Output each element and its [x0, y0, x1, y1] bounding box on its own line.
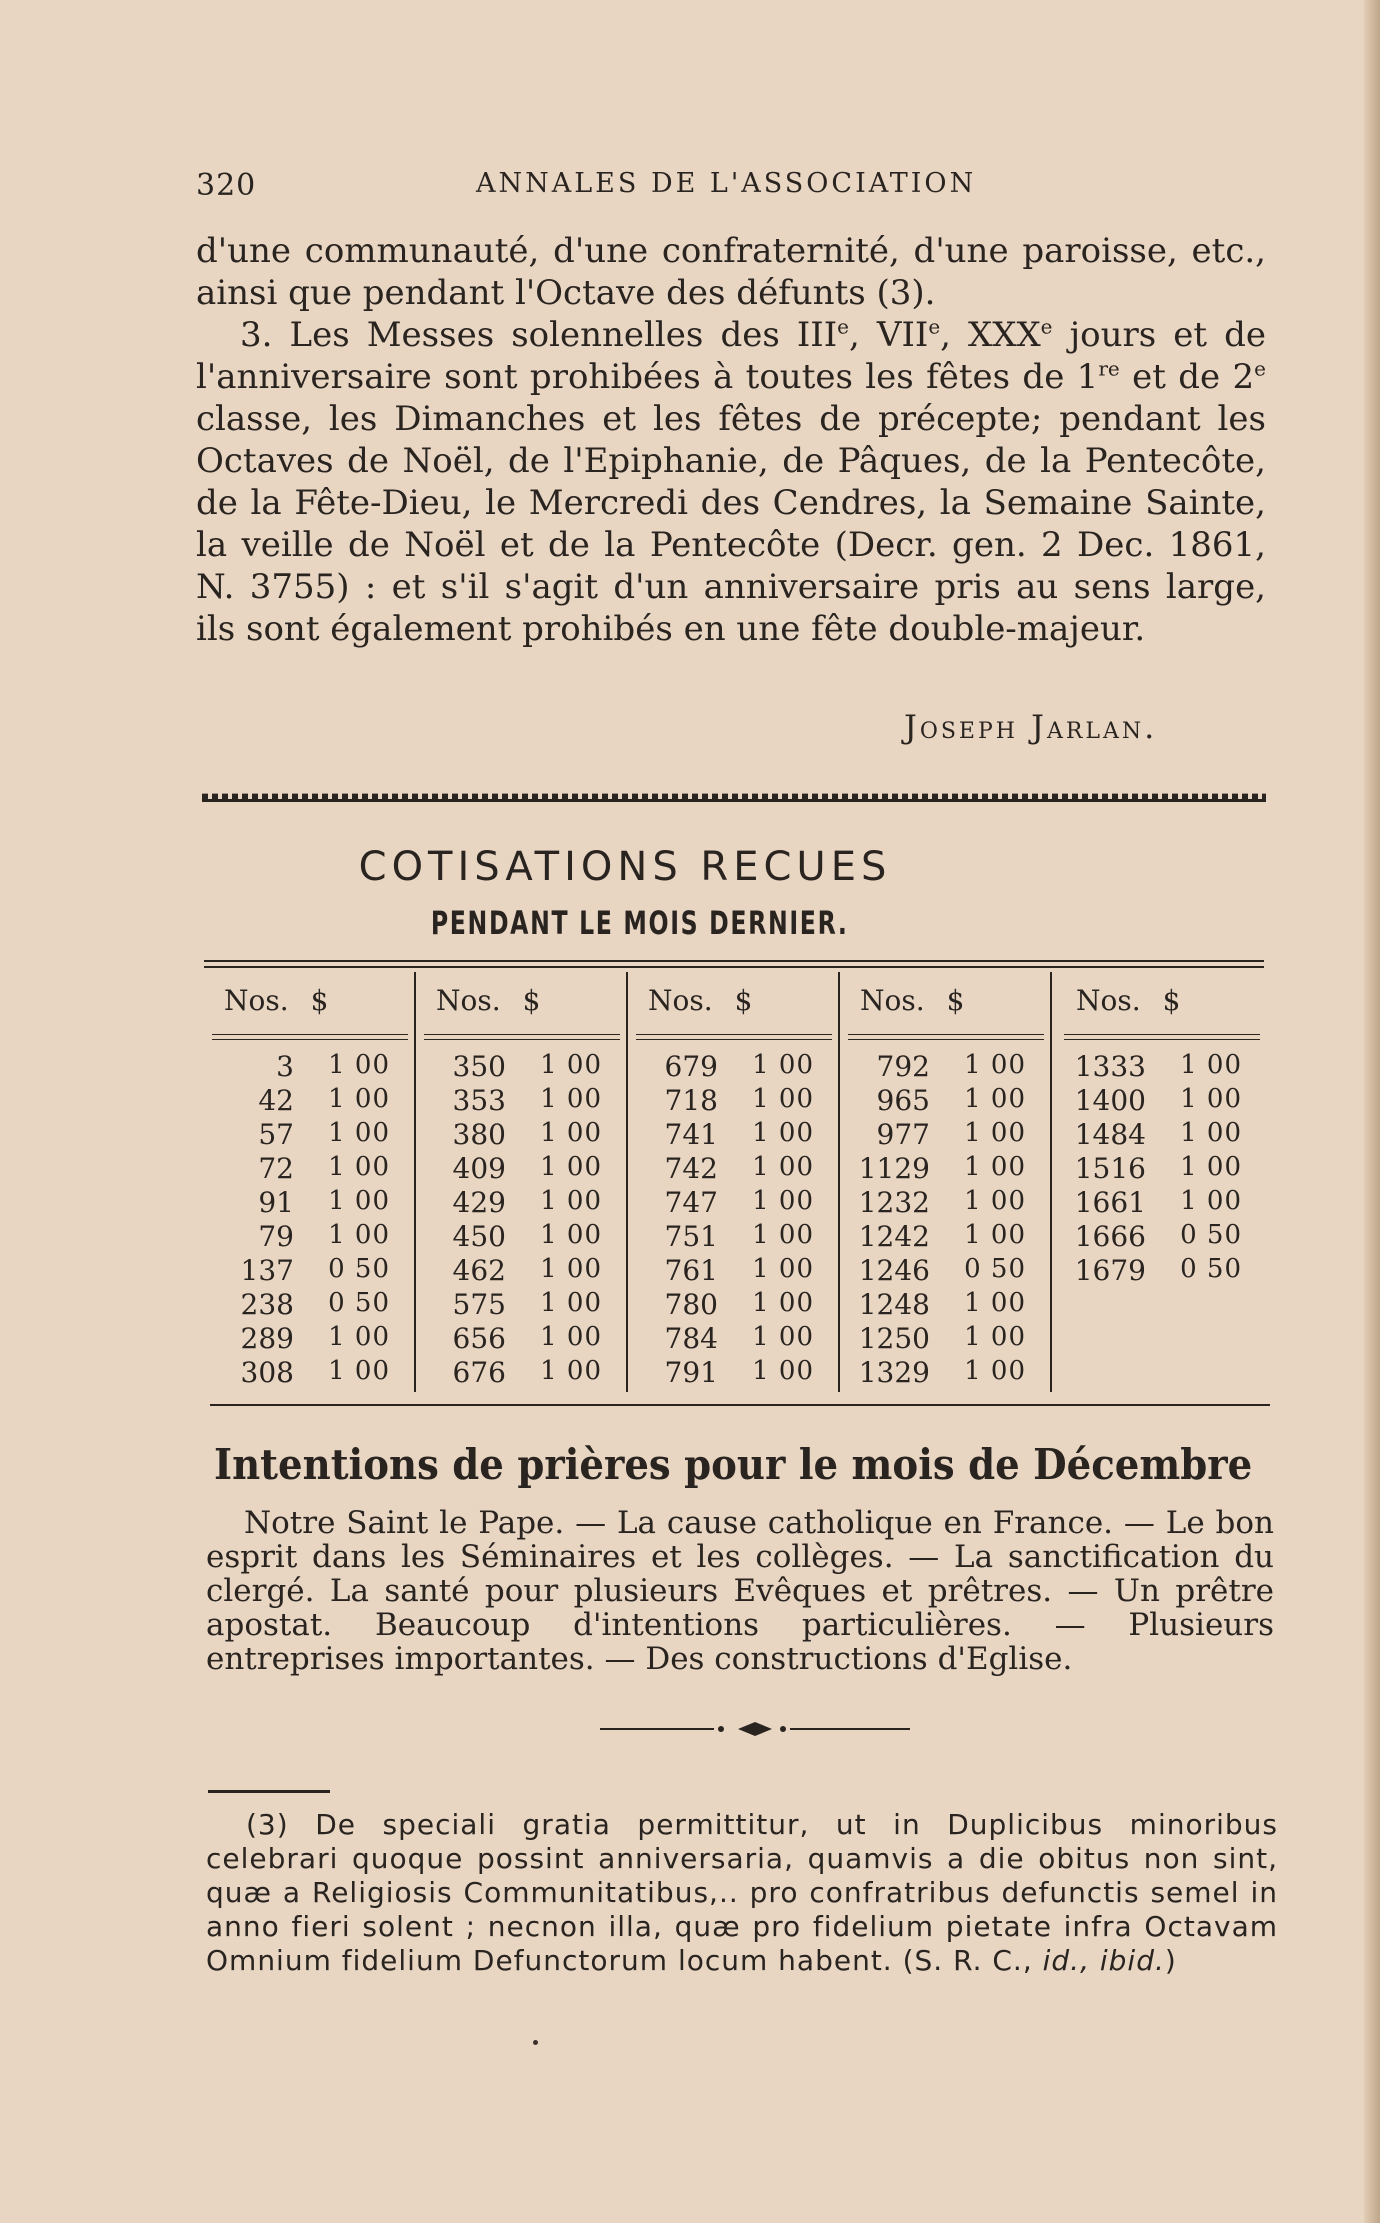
table-column — [416, 972, 628, 1402]
table-row — [204, 1288, 404, 1322]
member-number: 1400 — [1074, 1084, 1146, 1117]
table-column — [1056, 972, 1268, 1402]
header-rule — [424, 1034, 620, 1040]
member-number: 289 — [240, 1322, 294, 1355]
member-number: 1484 — [1074, 1118, 1146, 1151]
member-number: 308 — [240, 1356, 294, 1389]
amount: 1 00 — [964, 1152, 1026, 1182]
table-row — [204, 1186, 404, 1220]
amount: 1 00 — [540, 1356, 602, 1386]
header-nos: Nos. — [860, 984, 925, 1017]
member-number: 1333 — [1074, 1050, 1146, 1083]
amount: 1 00 — [328, 1186, 390, 1216]
table-row — [628, 1186, 828, 1220]
amount: 1 00 — [328, 1118, 390, 1148]
member-number: 137 — [240, 1254, 294, 1287]
fleuron-dot — [718, 1726, 724, 1732]
member-number: 977 — [876, 1118, 930, 1151]
column-header — [1076, 984, 1180, 1017]
cotisations-table — [204, 972, 1268, 1402]
amount: 1 00 — [328, 1356, 390, 1386]
member-number: 761 — [664, 1254, 718, 1287]
body-text — [196, 230, 1266, 650]
member-number: 350 — [452, 1050, 506, 1083]
member-number: 57 — [258, 1118, 294, 1151]
member-number: 3 — [276, 1050, 294, 1083]
intentions-title: Intentions de prières pour le mois de Décembre — [214, 1440, 1253, 1489]
member-number: 1661 — [1074, 1186, 1146, 1219]
amount: 0 50 — [328, 1254, 390, 1284]
table-row — [840, 1254, 1040, 1288]
amount: 1 00 — [328, 1084, 390, 1114]
member-number: 462 — [452, 1254, 506, 1287]
table-row — [840, 1152, 1040, 1186]
ornamental-rule — [202, 790, 1266, 802]
page-number: 320 — [196, 168, 257, 203]
column-rows — [1056, 1050, 1256, 1288]
amount: 1 00 — [1180, 1084, 1242, 1114]
table-row — [204, 1050, 404, 1084]
amount: 1 00 — [752, 1186, 814, 1216]
table-row — [628, 1288, 828, 1322]
member-number: 429 — [452, 1186, 506, 1219]
table-row — [1056, 1118, 1256, 1152]
column-rows — [416, 1050, 616, 1390]
amount: 1 00 — [964, 1084, 1026, 1114]
member-number: 409 — [452, 1152, 506, 1185]
table-row — [628, 1152, 828, 1186]
paragraph-2: 3. Les Messes solennelles des IIIe, VIIe, XXXe jours et de l'anniversaire sont prohibées à toutes les fêtes de 1re et de 2e classe, les Dimanches et les fêtes de précepte; pendant les Octaves de Noël, de l'Epiphanie, de Pâques, de la Pentecôte, de la Fête-Dieu, le Mercredi des Cendres, la Semaine Sainte, la veille de Noël et de la Pentecôte (Decr. gen. 2 Dec. 1861, N. 3755) : et s'il s'agit d'un anniversaire pris au sens large, ils sont également prohibés en une fête double-majeur. — [196, 314, 1267, 649]
table-row — [628, 1220, 828, 1254]
amount: 1 00 — [964, 1050, 1026, 1080]
table-row — [1056, 1220, 1256, 1254]
table-row — [628, 1322, 828, 1356]
member-number: 1232 — [858, 1186, 930, 1219]
table-row — [416, 1186, 616, 1220]
column-header — [224, 984, 328, 1017]
print-speck — [533, 2040, 538, 2045]
member-number: 353 — [452, 1084, 506, 1117]
table-row — [204, 1254, 404, 1288]
amount: 1 00 — [752, 1084, 814, 1114]
member-number: 791 — [664, 1356, 718, 1389]
footnote-rule — [208, 1790, 330, 1793]
header-dollar: $ — [1162, 984, 1181, 1017]
column-separator — [1050, 972, 1052, 1392]
header-rule — [1064, 1034, 1260, 1040]
table-row — [840, 1118, 1040, 1152]
amount: 1 00 — [540, 1322, 602, 1352]
member-number: 792 — [876, 1050, 930, 1083]
amount: 1 00 — [540, 1186, 602, 1216]
amount: 1 00 — [964, 1288, 1026, 1318]
member-number: 1666 — [1074, 1220, 1146, 1253]
amount: 0 50 — [1180, 1220, 1242, 1250]
amount: 1 00 — [540, 1288, 602, 1318]
header-nos: Nos. — [436, 984, 501, 1017]
table-column — [840, 972, 1052, 1402]
table-row — [204, 1356, 404, 1390]
table-column — [204, 972, 416, 1402]
table-row — [840, 1322, 1040, 1356]
fleuron-dot — [780, 1726, 786, 1732]
amount: 0 50 — [964, 1254, 1026, 1284]
page-edge — [1364, 0, 1380, 2223]
member-number: 1679 — [1074, 1254, 1146, 1287]
table-column — [628, 972, 840, 1402]
table-row — [840, 1288, 1040, 1322]
table-row — [416, 1118, 616, 1152]
amount: 1 00 — [752, 1356, 814, 1386]
member-number: 450 — [452, 1220, 506, 1253]
amount: 1 00 — [752, 1050, 814, 1080]
table-row — [1056, 1084, 1256, 1118]
table-row — [204, 1084, 404, 1118]
running-title: ANNALES DE L'ASSOCIATION — [476, 168, 977, 199]
amount: 1 00 — [1180, 1186, 1242, 1216]
table-row — [416, 1050, 616, 1084]
amount: 1 00 — [540, 1118, 602, 1148]
table-row — [628, 1356, 828, 1390]
member-number: 718 — [664, 1084, 718, 1117]
member-number: 656 — [452, 1322, 506, 1355]
cotisations-title: COTISATIONS RECUES — [358, 844, 892, 890]
header-nos: Nos. — [648, 984, 713, 1017]
table-row — [840, 1186, 1040, 1220]
amount: 1 00 — [1180, 1152, 1242, 1182]
amount: 1 00 — [328, 1050, 390, 1080]
amount: 1 00 — [752, 1220, 814, 1250]
member-number: 751 — [664, 1220, 718, 1253]
header-rule — [212, 1034, 408, 1040]
header-rule — [636, 1034, 832, 1040]
amount: 1 00 — [328, 1220, 390, 1250]
amount: 1 00 — [752, 1322, 814, 1352]
table-row — [416, 1322, 616, 1356]
table-row — [416, 1084, 616, 1118]
member-number: 72 — [258, 1152, 294, 1185]
header-nos: Nos. — [224, 984, 289, 1017]
table-row — [840, 1220, 1040, 1254]
table-row — [1056, 1050, 1256, 1084]
member-number: 238 — [240, 1288, 294, 1321]
table-row — [1056, 1152, 1256, 1186]
table-row — [416, 1152, 616, 1186]
fleuron-line-right — [790, 1728, 910, 1730]
member-number: 1329 — [858, 1356, 930, 1389]
table-row — [628, 1084, 828, 1118]
member-number: 1248 — [858, 1288, 930, 1321]
fleuron-divider — [600, 1722, 910, 1736]
amount: 1 00 — [1180, 1118, 1242, 1148]
member-number: 79 — [258, 1220, 294, 1253]
member-number: 575 — [452, 1288, 506, 1321]
member-number: 42 — [258, 1084, 294, 1117]
member-number: 380 — [452, 1118, 506, 1151]
signature: Joseph Jarlan. — [904, 708, 1158, 746]
column-header — [860, 984, 964, 1017]
intentions-text: Notre Saint le Pape. — La cause catholique en France. — Le bon esprit dans les Séminaires et les collèges. — La sanctification du clergé. La santé pour plusieurs Evêques et prêtres. — Un prêtre apostat. Beaucoup d'intentions particulières. — Plusieurs entreprises importantes. — Des constructions d'Eglise. — [206, 1505, 1274, 1677]
table-row — [628, 1050, 828, 1084]
table-row — [628, 1254, 828, 1288]
column-header — [648, 984, 752, 1017]
amount: 0 50 — [328, 1288, 390, 1318]
amount: 0 50 — [1180, 1254, 1242, 1284]
amount: 1 00 — [540, 1050, 602, 1080]
header-nos: Nos. — [1076, 984, 1141, 1017]
member-number: 1246 — [858, 1254, 930, 1287]
amount: 1 00 — [328, 1152, 390, 1182]
table-row — [204, 1118, 404, 1152]
member-number: 780 — [664, 1288, 718, 1321]
paragraph-1: d'une communauté, d'une confraternité, d'une paroisse, etc., ainsi que pendant l'Octave des défunts (3). — [196, 231, 1266, 313]
amount: 1 00 — [964, 1186, 1026, 1216]
running-header — [196, 168, 1266, 208]
table-row — [416, 1254, 616, 1288]
header-dollar: $ — [522, 984, 541, 1017]
column-rows — [628, 1050, 828, 1390]
member-number: 784 — [664, 1322, 718, 1355]
amount: 1 00 — [540, 1254, 602, 1284]
amount: 1 00 — [752, 1254, 814, 1284]
amount: 1 00 — [540, 1220, 602, 1250]
table-row — [416, 1356, 616, 1390]
member-number: 1129 — [858, 1152, 930, 1185]
cotisations-subtitle: PENDANT LE MOIS DERNIER. — [431, 904, 849, 942]
header-dollar: $ — [310, 984, 329, 1017]
amount: 1 00 — [964, 1356, 1026, 1386]
table-bottom-rule — [210, 1404, 1270, 1406]
header-dollar: $ — [734, 984, 753, 1017]
member-number: 1516 — [1074, 1152, 1146, 1185]
amount: 1 00 — [964, 1220, 1026, 1250]
fleuron-line-left — [600, 1728, 714, 1730]
table-row — [1056, 1186, 1256, 1220]
amount: 1 00 — [752, 1288, 814, 1318]
footnote: (3) De speciali gratia permittitur, ut in Duplicibus minoribus celebrari quoque possint anniversaria, quamvis a die obitus non sint, quæ a Religiosis Communitatibus,.. pro confratribus defunctis semel in anno fieri solent ; necnon illa, quæ pro fidelium pietate infra Octavam Omnium fidelium Defunctorum locum habent. (S. R. C., id., ibid.) — [206, 1808, 1278, 1977]
amount: 1 00 — [1180, 1050, 1242, 1080]
amount: 1 00 — [540, 1084, 602, 1114]
member-number: 747 — [664, 1186, 718, 1219]
table-row — [840, 1084, 1040, 1118]
amount: 1 00 — [752, 1118, 814, 1148]
amount: 1 00 — [964, 1322, 1026, 1352]
member-number: 965 — [876, 1084, 930, 1117]
member-number: 91 — [258, 1186, 294, 1219]
fleuron-diamond — [738, 1722, 772, 1736]
member-number: 679 — [664, 1050, 718, 1083]
amount: 1 00 — [540, 1152, 602, 1182]
header-rule — [848, 1034, 1044, 1040]
column-rows — [840, 1050, 1040, 1390]
table-row — [204, 1152, 404, 1186]
table-row — [628, 1118, 828, 1152]
member-number: 741 — [664, 1118, 718, 1151]
table-row — [1056, 1254, 1256, 1288]
table-row — [840, 1050, 1040, 1084]
member-number: 742 — [664, 1152, 718, 1185]
amount: 1 00 — [964, 1118, 1026, 1148]
table-row — [204, 1220, 404, 1254]
amount: 1 00 — [328, 1322, 390, 1352]
table-row — [840, 1356, 1040, 1390]
table-row — [204, 1322, 404, 1356]
member-number: 1250 — [858, 1322, 930, 1355]
table-row — [416, 1220, 616, 1254]
header-dollar: $ — [946, 984, 965, 1017]
column-header — [436, 984, 540, 1017]
table-row — [416, 1288, 616, 1322]
column-rows — [204, 1050, 404, 1390]
table-top-rule — [204, 960, 1264, 968]
member-number: 676 — [452, 1356, 506, 1389]
member-number: 1242 — [858, 1220, 930, 1253]
amount: 1 00 — [752, 1152, 814, 1182]
